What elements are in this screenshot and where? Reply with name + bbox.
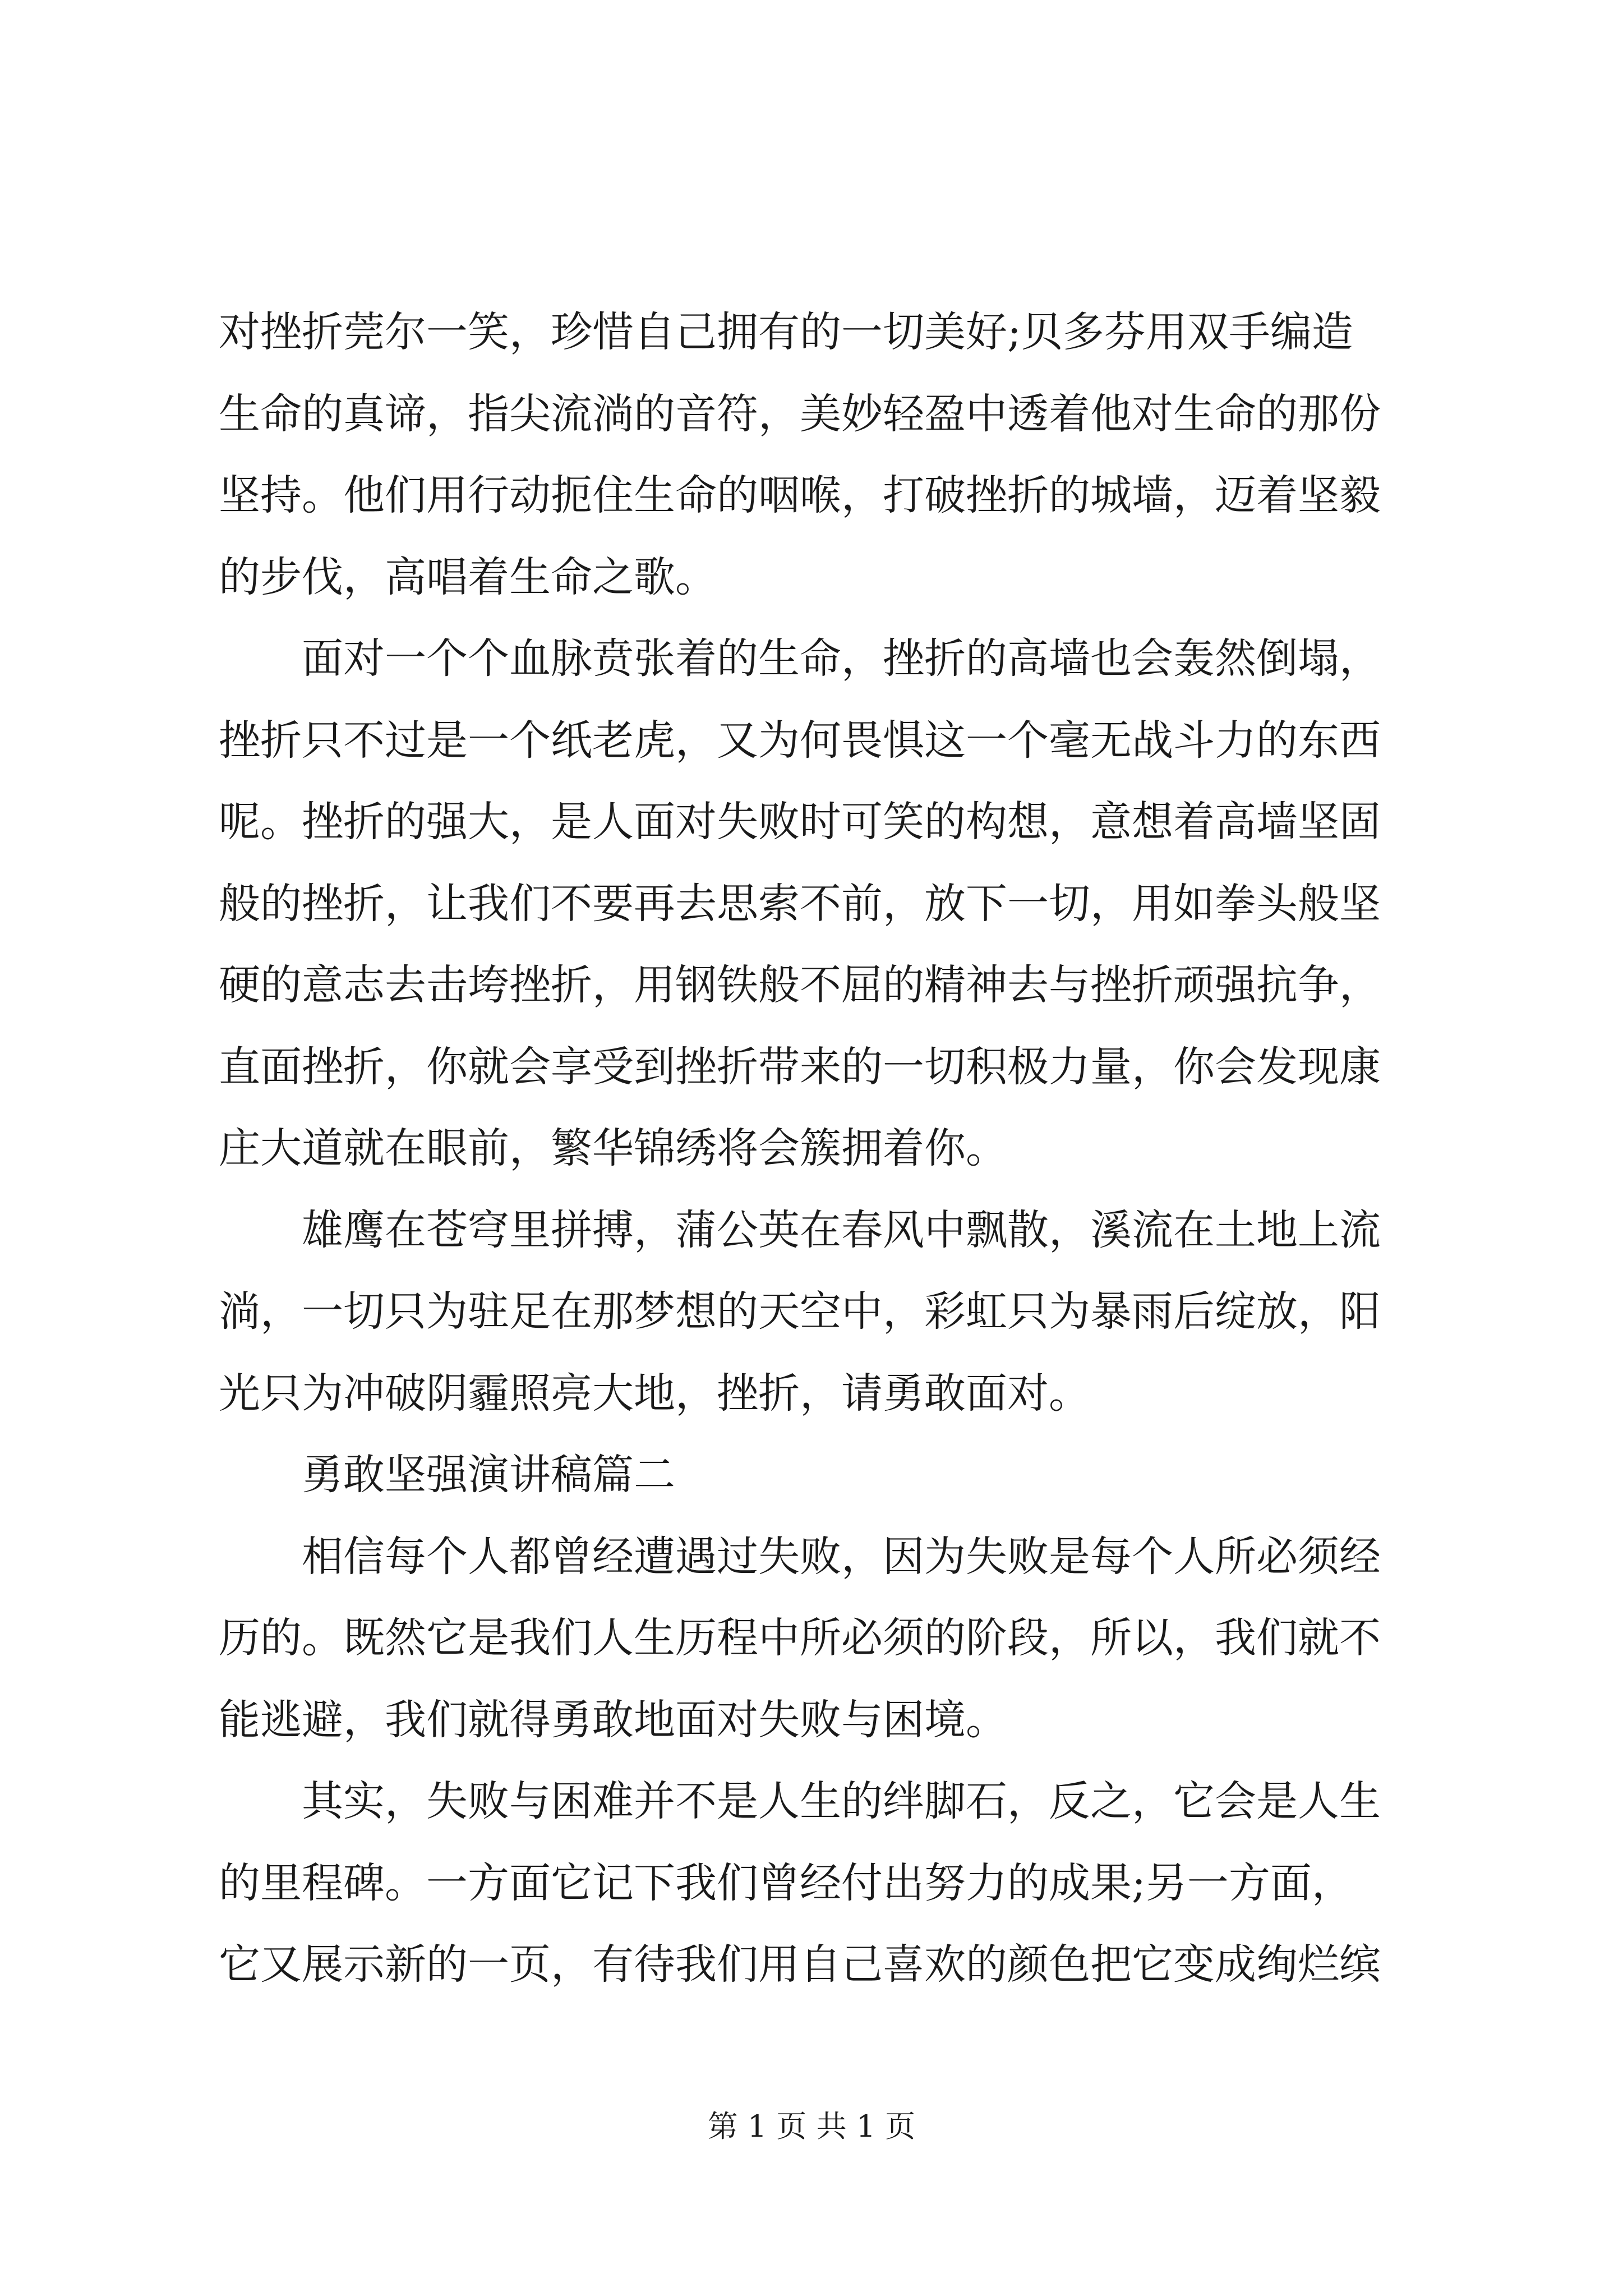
- text-line: 淌，一切只为驻足在那梦想的天空中，彩虹只为暴雨后绽放，阳: [219, 1287, 1381, 1336]
- text-line: 其实，失败与困难并不是人生的绊脚石，反之，它会是人生: [302, 1777, 1381, 1825]
- text-line: 的里程碑。一方面它记下我们曾经付出努力的成果;另一方面，: [219, 1858, 1353, 1907]
- paragraph: [219, 618, 1430, 1190]
- text-line: 能逃避，我们就得勇敢地面对失败与困境。: [219, 1695, 1007, 1744]
- paragraph: [219, 1434, 1430, 1516]
- text-line: 呢。挫折的强大，是人面对失败时可笑的构想，意想着高墙坚固: [219, 798, 1381, 846]
- text-line: 般的挫折，让我们不要再去思索不前，放下一切，用如拳头般坚: [219, 879, 1381, 928]
- text-line: 勇敢坚强演讲稿篇二: [302, 1451, 675, 1499]
- text-line: 面对一个个血脉贲张着的生命，挫折的高墙也会轰然倒塌，: [302, 634, 1381, 683]
- paragraph: [219, 292, 1430, 618]
- document-body: [219, 292, 1430, 2006]
- text-line: 光只为冲破阴霾照亮大地，挫折，请勇敢面对。: [219, 1369, 1090, 1418]
- text-line: 坚持。他们用行动扼住生命的咽喉，打破挫折的城墙，迈着坚毅: [219, 471, 1381, 519]
- text-line: 雄鹰在苍穹里拼搏，蒲公英在春风中飘散，溪流在土地上流: [302, 1205, 1381, 1254]
- page-footer: 第 1 页 共 1 页: [707, 2109, 916, 2144]
- text-line: 直面挫折，你就会享受到挫折带来的一切积极力量，你会发现康: [219, 1042, 1381, 1091]
- text-line: 挫折只不过是一个纸老虎，又为何畏惧这一个毫无战斗力的东西: [219, 716, 1381, 765]
- text-line: 历的。既然它是我们人生历程中所必须的阶段，所以，我们就不: [219, 1614, 1381, 1662]
- text-line: 庄大道就在眼前，繁华锦绣将会簇拥着你。: [219, 1124, 1007, 1172]
- text-line: 它又展示新的一页，有待我们用自己喜欢的颜色把它变成绚烂缤: [219, 1940, 1381, 1989]
- text-line: 对挫折莞尔一笑，珍惜自己拥有的一切美好;贝多芬用双手编造: [219, 308, 1353, 356]
- text-line: 的步伐，高唱着生命之歌。: [219, 553, 717, 601]
- paragraph: [219, 1516, 1430, 1761]
- text-line: 生命的真谛，指尖流淌的音符，美妙轻盈中透着他对生命的那份: [219, 389, 1381, 438]
- text-line: 硬的意志去击垮挫折，用钢铁般不屈的精神去与挫折顽强抗争，: [219, 961, 1381, 1009]
- text-line: 相信每个人都曾经遭遇过失败，因为失败是每个人所必须经: [302, 1532, 1381, 1581]
- paragraph: [219, 1190, 1430, 1435]
- paragraph: [219, 1761, 1430, 2006]
